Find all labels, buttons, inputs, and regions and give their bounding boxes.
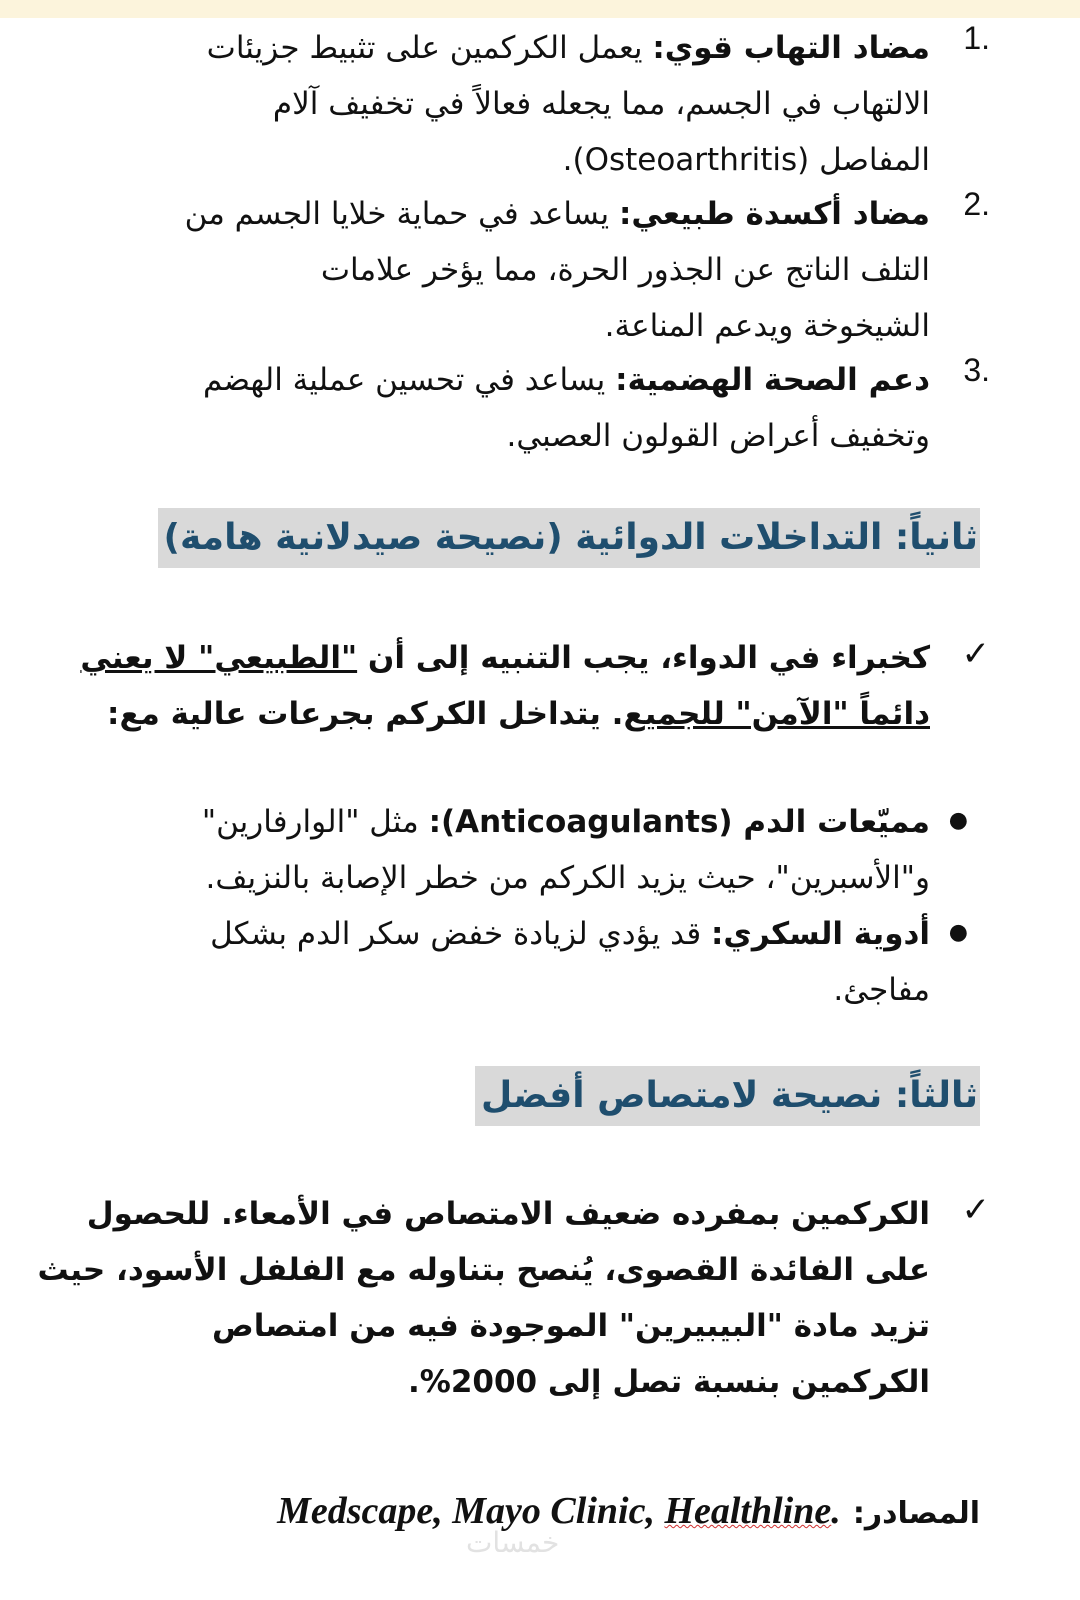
absorption-text: الكركمين بنسبة تصل إلى 2000%. bbox=[407, 1364, 930, 1400]
warning-paragraph bbox=[80, 630, 990, 742]
absorption-text: على الفائدة القصوى، يُنصح بتناوله مع الفلفل الأسود، حيث bbox=[37, 1252, 930, 1288]
list-number: .2 bbox=[963, 186, 990, 222]
absorption-text: تزيد مادة "البيبيرين" الموجودة فيه من امتصاص bbox=[212, 1308, 930, 1344]
bullet-item bbox=[90, 794, 968, 906]
benefit-text: التلف الناتج عن الجذور الحرة، مما يؤخر علامات bbox=[320, 252, 930, 288]
benefit-text: وتخفيف أعراض القولون العصبي. bbox=[506, 418, 930, 454]
benefit-title: مضاد التهاب قوي: bbox=[652, 30, 930, 66]
list-number: .3 bbox=[963, 352, 990, 388]
sources-healthline: Healthline bbox=[664, 1490, 832, 1532]
absorption-paragraph bbox=[37, 1186, 990, 1410]
top-status-strip bbox=[0, 0, 1080, 18]
sources-period: . bbox=[831, 1490, 841, 1532]
bullet-dot-icon: ● bbox=[948, 920, 968, 945]
section-heading-absorption: ثالثاً: نصيحة لامتصاص أفضل bbox=[475, 1066, 980, 1126]
warning-text: . يتداخل الكركم بجرعات عالية مع: bbox=[107, 696, 624, 732]
section-heading-interactions: ثانياً: التداخلات الدوائية (نصيحة صيدلانية هامة) bbox=[158, 508, 980, 568]
sources-line bbox=[277, 1482, 980, 1542]
list-number: .1 bbox=[963, 20, 990, 56]
bullet-text: قد يؤدي لزيادة خفض سكر الدم بشكل bbox=[210, 916, 712, 952]
bullet-text: مفاجئ. bbox=[833, 972, 930, 1008]
warning-text: كخبراء في الدواء، يجب التنبيه إلى أن bbox=[357, 640, 930, 676]
absorption-text: الكركمين بمفرده ضعيف الامتصاص في الأمعاء. للحصول bbox=[86, 1196, 930, 1232]
watermark-logo: خمسات bbox=[466, 1526, 560, 1559]
benefit-item bbox=[150, 186, 990, 354]
benefit-text: يعمل الكركمين على تثبيط جزيئات bbox=[206, 30, 653, 66]
benefit-title: دعم الصحة الهضمية: bbox=[615, 362, 930, 398]
benefit-text: المفاصل (Osteoarthritis). bbox=[562, 142, 930, 178]
benefit-item bbox=[150, 352, 990, 464]
benefit-text: يساعد في تحسين عملية الهضم bbox=[202, 362, 616, 398]
benefit-text: الالتهاب في الجسم، مما يجعله فعالاً في تخفيف آلام bbox=[272, 86, 930, 122]
bullet-text: مثل "الوارفارين" bbox=[201, 804, 429, 840]
warning-safe-text: دائماً "الآمن" للجميع bbox=[623, 696, 930, 732]
bullet-text: و"الأسبرين"، حيث يزيد الكركم من خطر الإصابة بالنزيف. bbox=[205, 860, 930, 896]
bullet-title: أدوية السكري: bbox=[711, 916, 930, 952]
benefit-title: مضاد أكسدة طبيعي: bbox=[618, 196, 930, 232]
sources-refs-text: Medscape, Mayo Clinic, bbox=[277, 1490, 665, 1532]
document-page bbox=[0, 18, 1080, 1600]
check-icon: ✓ bbox=[961, 634, 990, 674]
sources-label: المصادر: bbox=[852, 1496, 980, 1531]
benefit-text: الشيخوخة ويدعم المناعة. bbox=[604, 308, 930, 344]
check-icon: ✓ bbox=[961, 1190, 990, 1230]
bullet-title: مميّعات الدم (Anticoagulants): bbox=[428, 804, 930, 840]
benefit-text: يساعد في حماية خلايا الجسم من bbox=[184, 196, 619, 232]
warning-natural-text: "الطبيعي" لا يعني bbox=[80, 640, 358, 676]
benefit-item bbox=[150, 20, 990, 188]
bullet-item bbox=[90, 906, 968, 1018]
bullet-dot-icon: ● bbox=[948, 808, 968, 833]
